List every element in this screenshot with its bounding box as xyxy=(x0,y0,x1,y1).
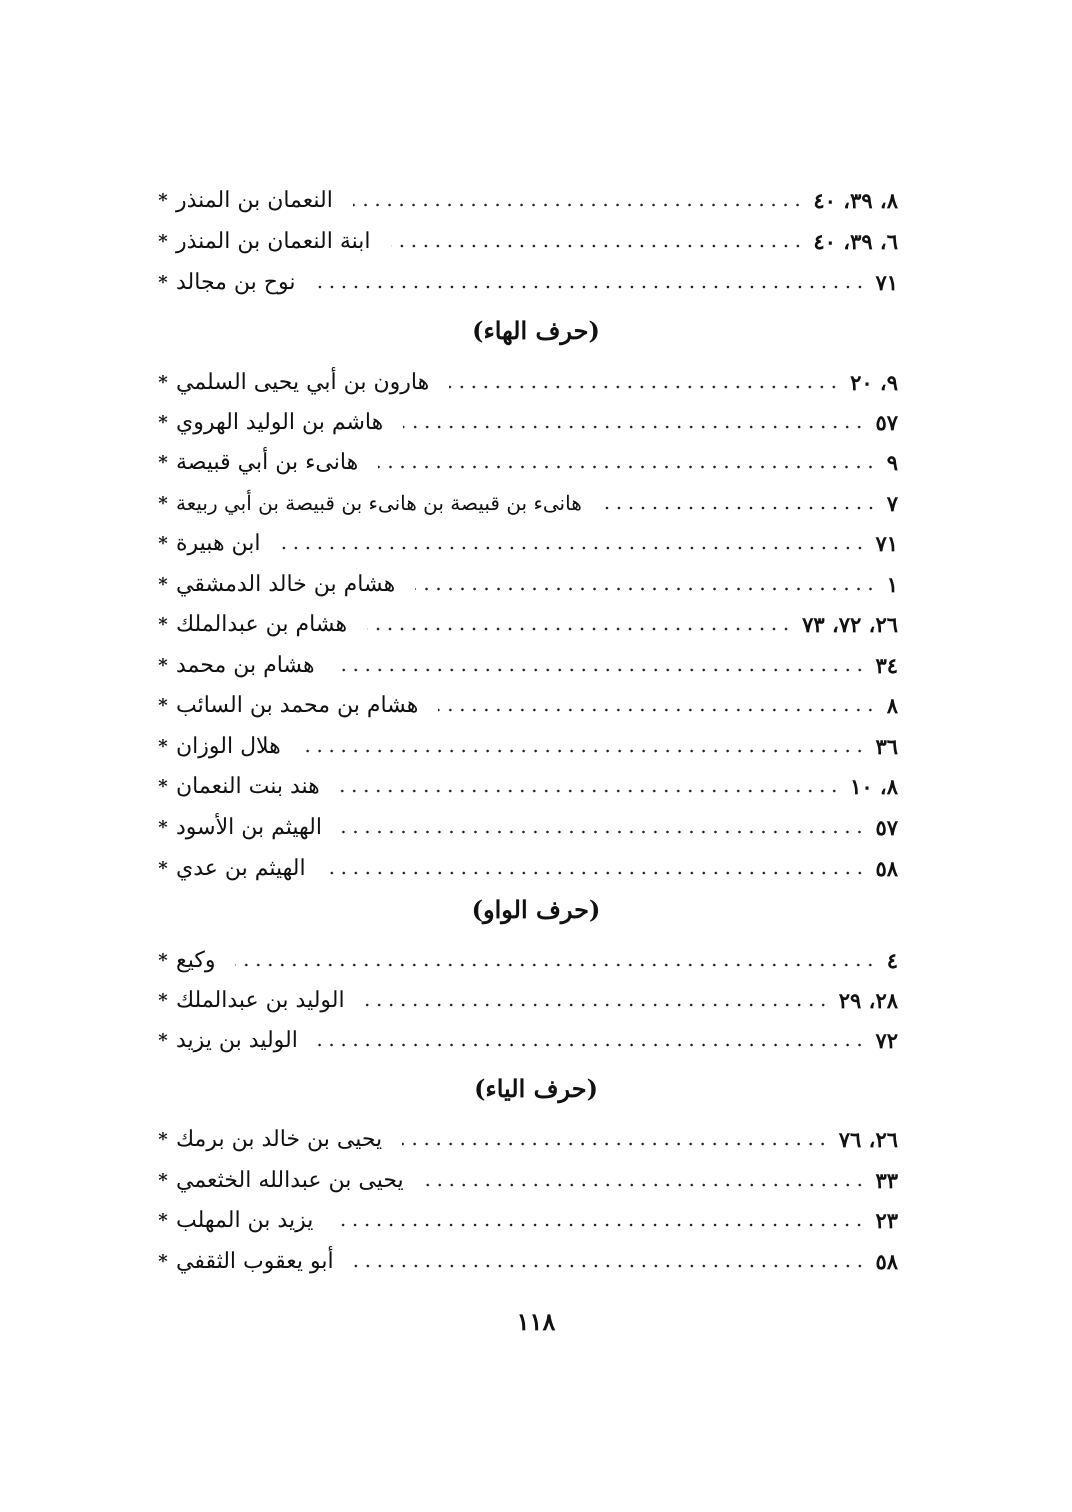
bullet-star-icon: * xyxy=(158,694,168,716)
entry-pages: ٢٦، ٧٢، ٧٣ xyxy=(802,611,898,637)
index-entry xyxy=(150,807,898,847)
entry-pages: ٣٤ xyxy=(875,652,898,678)
entry-name: هند بنت النعمان xyxy=(176,773,320,799)
bullet-star-icon: * xyxy=(158,816,168,838)
bullet-star-icon: * xyxy=(158,230,168,252)
entry-name: هشام بن محمد xyxy=(176,652,315,678)
leader-dots xyxy=(365,1003,829,1007)
index-entry xyxy=(150,564,898,604)
leader-dots xyxy=(367,627,792,631)
entry-name: وكيع xyxy=(176,947,216,973)
bullet-star-icon: * xyxy=(158,735,168,757)
index-entry xyxy=(150,604,898,644)
entry-name: هشام بن خالد الدمشقي xyxy=(176,571,396,597)
leader-dots xyxy=(281,546,866,550)
bullet-star-icon: * xyxy=(158,532,168,554)
index-entry xyxy=(150,685,898,725)
index-entry xyxy=(150,980,898,1020)
leader-dots xyxy=(340,789,840,793)
leader-dots xyxy=(438,708,876,712)
entry-pages: ٦، ٣٩، ٤٠ xyxy=(813,228,898,254)
bullet-star-icon: * xyxy=(158,857,168,879)
leader-dots xyxy=(353,203,804,207)
leader-dots xyxy=(449,385,840,389)
entry-pages: ٧ xyxy=(886,490,898,516)
entry-name: يزيد بن المهلب xyxy=(176,1207,314,1233)
entry-name: الهيثم بن عدي xyxy=(176,855,306,881)
bullet-star-icon: * xyxy=(158,613,168,635)
bullet-star-icon: * xyxy=(158,492,168,514)
entry-name: هانىء بن أبي قبيصة xyxy=(176,449,359,475)
index-entry xyxy=(150,1200,898,1240)
bullet-star-icon: * xyxy=(158,1209,168,1231)
entry-pages: ٥٧ xyxy=(875,814,898,840)
section-heading-ya: (حرف الياء) xyxy=(474,1074,598,1103)
entry-pages: ٩ xyxy=(886,449,898,475)
index-entry xyxy=(150,221,898,261)
entry-pages: ٣٣ xyxy=(875,1167,898,1193)
entry-pages: ٨ xyxy=(886,692,898,718)
leader-dots xyxy=(354,1264,866,1268)
leader-dots xyxy=(333,1223,865,1227)
entry-name: نوح بن مجالد xyxy=(176,269,296,295)
entry-name: ابنة النعمان بن المنذر xyxy=(176,228,371,254)
leader-dots xyxy=(403,425,865,429)
entry-pages: ٨، ٣٩، ٤٠ xyxy=(813,187,898,213)
leader-dots xyxy=(602,506,877,510)
entry-name: النعمان بن المنذر xyxy=(176,187,333,213)
entry-pages: ٧١ xyxy=(875,269,898,295)
leader-dots xyxy=(316,285,866,289)
entry-name: أبو يعقوب الثقفي xyxy=(176,1248,334,1274)
entry-pages: ٢٣ xyxy=(875,1207,898,1233)
index-entry xyxy=(150,180,898,220)
bullet-star-icon: * xyxy=(158,1029,168,1051)
leader-dots xyxy=(402,1142,829,1146)
bullet-star-icon: * xyxy=(158,451,168,473)
index-entry xyxy=(150,362,898,402)
entry-name: هانىء بن قبيصة بن هانىء بن قبيصة بن أبي ربيعة xyxy=(176,491,582,515)
bullet-star-icon: * xyxy=(158,271,168,293)
entry-pages: ٥٧ xyxy=(875,409,898,435)
entry-pages: ٥٨ xyxy=(875,1248,898,1274)
index-entry xyxy=(150,645,898,685)
entry-name: هشام بن عبدالملك xyxy=(176,611,348,637)
index-entry xyxy=(150,940,898,980)
leader-dots xyxy=(335,668,866,672)
index-entry xyxy=(150,766,898,806)
leader-dots xyxy=(318,1043,866,1047)
index-entry xyxy=(150,402,898,442)
leader-dots xyxy=(415,587,877,591)
entry-pages: ٢٨، ٢٩ xyxy=(838,987,898,1013)
section-heading-ha: (حرف الهاء) xyxy=(472,316,600,345)
leader-dots xyxy=(301,749,866,753)
leader-dots xyxy=(342,830,865,834)
index-entry xyxy=(150,1119,898,1159)
entry-pages: ٧٢ xyxy=(875,1027,898,1053)
index-entry xyxy=(150,1160,898,1200)
bullet-star-icon: * xyxy=(158,989,168,1011)
index-entry xyxy=(150,1241,898,1281)
entry-pages: ٥٨ xyxy=(875,855,898,881)
entry-pages: ١ xyxy=(886,571,898,597)
leader-dots xyxy=(391,244,804,248)
leader-dots xyxy=(424,1183,866,1187)
entry-pages: ٣٦ xyxy=(875,733,898,759)
index-entry xyxy=(150,262,898,302)
bullet-star-icon: * xyxy=(158,654,168,676)
leader-dots xyxy=(326,871,866,875)
bullet-star-icon: * xyxy=(158,371,168,393)
entry-pages: ٧١ xyxy=(875,530,898,556)
index-entry xyxy=(150,848,898,888)
entry-name: هلال الوزان xyxy=(176,733,281,759)
index-entry xyxy=(150,442,898,482)
entry-name: الوليد بن يزيد xyxy=(176,1027,298,1053)
bullet-star-icon: * xyxy=(158,189,168,211)
leader-dots xyxy=(235,963,876,967)
entry-name: يحيى بن خالد بن برمك xyxy=(176,1126,383,1152)
index-entry xyxy=(150,483,898,523)
bullet-star-icon: * xyxy=(158,949,168,971)
section-heading-waw: (حرف الواو) xyxy=(471,895,601,924)
entry-name: الهيثم بن الأسود xyxy=(176,814,322,840)
bullet-star-icon: * xyxy=(158,775,168,797)
index-entry xyxy=(150,1020,898,1060)
entry-name: الوليد بن عبدالملك xyxy=(176,987,345,1013)
bullet-star-icon: * xyxy=(158,1128,168,1150)
entry-pages: ٨، ١٠ xyxy=(850,773,898,799)
leader-dots xyxy=(378,465,877,469)
bullet-star-icon: * xyxy=(158,411,168,433)
entry-name: ابن هبيرة xyxy=(176,530,261,556)
entry-pages: ٢٦، ٧٦ xyxy=(838,1126,898,1152)
index-entry xyxy=(150,523,898,563)
entry-name: يحيى بن عبدالله الخثعمي xyxy=(176,1167,404,1193)
page-number: ١١٨ xyxy=(516,1307,556,1336)
entry-pages: ٩، ٢٠ xyxy=(850,369,898,395)
index-entry xyxy=(150,726,898,766)
entry-name: هارون بن أبي يحيى السلمي xyxy=(176,369,430,395)
entry-name: هاشم بن الوليد الهروي xyxy=(176,409,384,435)
bullet-star-icon: * xyxy=(158,1169,168,1191)
bullet-star-icon: * xyxy=(158,1250,168,1272)
bullet-star-icon: * xyxy=(158,573,168,595)
entry-name: هشام بن محمد بن السائب xyxy=(176,692,419,718)
entry-pages: ٤ xyxy=(886,947,898,973)
